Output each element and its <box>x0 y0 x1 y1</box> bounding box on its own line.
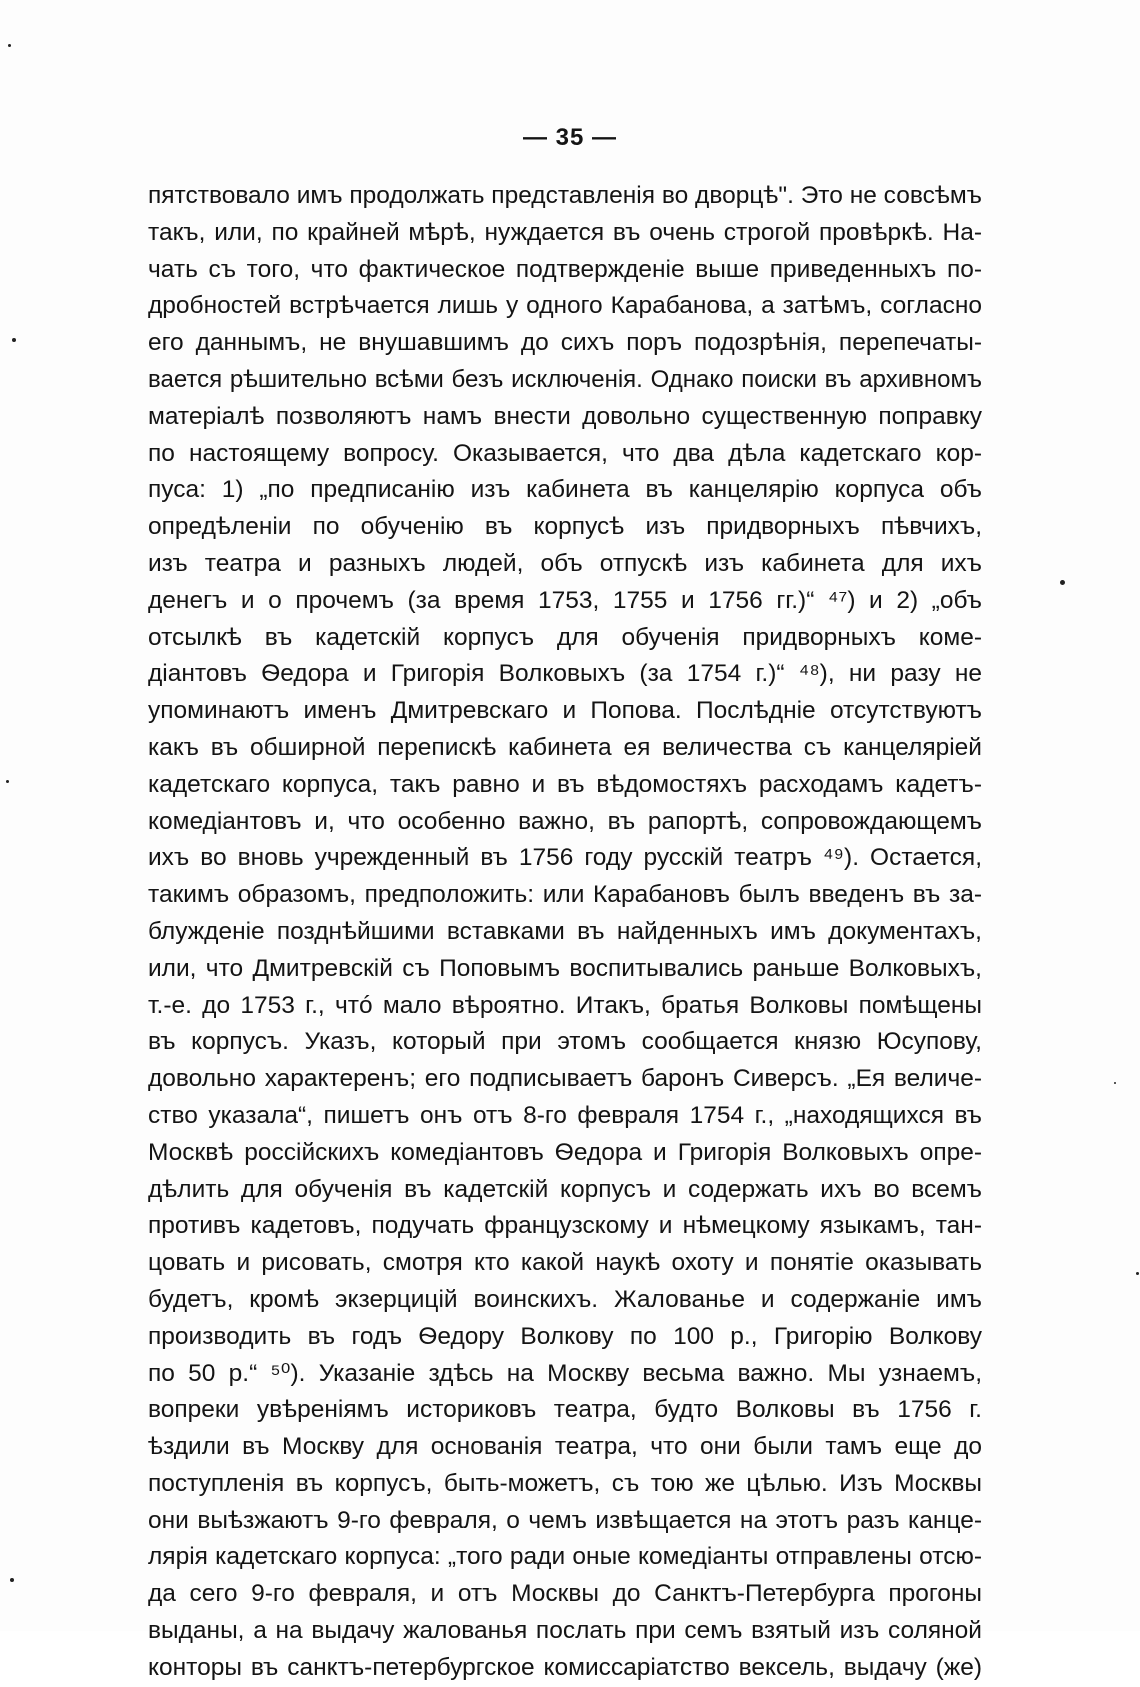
text-line: или, что Дмитревскій съ Поповымъ воспитывались раньше Волковыхъ, <box>148 954 982 982</box>
text-line: вается рѣшительно всѣми безъ исключенія. Однако поиски въ архивномъ <box>148 365 982 393</box>
text-line: отсылкѣ въ кадетскій корпусъ для обученія придворныхъ коме- <box>148 623 982 651</box>
text-line: діантовъ Ѳедора и Григорія Волковыхъ (за 1754 г.)“ ⁴⁸), ни разу не <box>148 660 982 688</box>
text-line: цовать и рисовать, смотря кто какой наукѣ охоту и понятіе оказывать <box>148 1249 982 1277</box>
text-line: противъ кадетовъ, подучать французскому и нѣмецкому языкамъ, тан- <box>148 1212 982 1240</box>
text-line: упоминаютъ именъ Дмитревскаго и Попова. Послѣдніе отсутствуютъ <box>148 697 982 725</box>
text-line: пятствовало имъ продолжать представленія во дворцѣ". Это не совсѣмъ <box>148 182 982 209</box>
scan-speck <box>6 780 9 783</box>
scan-speck <box>12 338 16 342</box>
page-number: — 35 — <box>522 124 618 151</box>
text-line: изъ театра и разныхъ людей, объ отпускѣ изъ кабинета для ихъ <box>148 549 982 577</box>
text-line: въ корпусъ. Указъ, который при этомъ сообщается князю Юсупову, <box>148 1028 982 1056</box>
text-line: будетъ, кромѣ экзерцицій воинскихъ. Жалованье и содержаніе имъ <box>148 1285 982 1313</box>
text-line: довольно характеренъ; его подписываетъ баронъ Сиверсъ. „Ея величе- <box>148 1065 982 1093</box>
text-line: да сего 9-го февраля, и отъ Москвы до Санктъ-Петербурга прогоны <box>148 1580 982 1608</box>
scan-speck <box>1114 1082 1116 1084</box>
text-line: по 50 р.“ ⁵⁰). Указаніе здѣсь на Москву весьма важно. Мы узнаемъ, <box>148 1359 982 1387</box>
text-line: они выѣзжаютъ 9-го февраля, о чемъ извѣщается на этотъ разъ канце- <box>148 1506 982 1534</box>
text-line: лярія кадетскаго корпуса: „того ради оные комедіанты отправлены отсю- <box>148 1543 982 1571</box>
text-line: такимъ образомъ, предположить: или Карабановъ былъ введенъ въ за- <box>148 881 982 909</box>
text-line: Москвѣ россійскихъ комедіантовъ Ѳедора и Григорія Волковыхъ опре- <box>148 1138 982 1166</box>
text-line: какъ въ обширной перепискѣ кабинета ея величества съ канцеляріей <box>148 733 982 761</box>
text-line: опредѣленіи по обученію въ корпусѣ изъ придворныхъ пѣвчихъ, <box>148 513 982 541</box>
text-line: матеріалѣ позволяютъ намъ внести довольно существенную поправку <box>148 402 982 430</box>
text-line: поступленія въ корпусъ, быть-можетъ, съ тою же цѣлью. Изъ Москвы <box>148 1469 982 1497</box>
text-line: ѣздили въ Москву для основанія театра, что они были тамъ еще до <box>148 1433 982 1461</box>
scan-speck <box>8 44 11 47</box>
text-line: т.-е. до 1753 г., чтó мало вѣроятно. Итакъ, братья Волковы помѣщены <box>148 991 982 1019</box>
text-line: такъ, или, по крайней мѣрѣ, нуждается въ очень строгой провѣркѣ. На- <box>148 218 982 246</box>
text-line: кадетскаго корпуса, такъ равно и въ вѣдомостяхъ расходамъ кадетъ- <box>148 770 982 798</box>
text-line: ство указала“, пишетъ онъ отъ 8-го февраля 1754 г., „находящихся въ <box>148 1101 982 1129</box>
body-text <box>148 178 982 1687</box>
text-line: производить въ годъ Ѳедору Волкову по 100 р., Григорію Волкову <box>148 1322 982 1350</box>
text-line: выданы, а на выдачу жалованья послать при семъ взятый изъ соляной <box>148 1617 982 1645</box>
text-line: конторы въ санктъ-петербургское комиссаріатство вексель, выдачу (же) <box>148 1653 982 1681</box>
text-line: ихъ во вновь учрежденный въ 1756 году русскій театръ ⁴⁹). Остается, <box>148 844 982 872</box>
scan-speck <box>1136 1272 1139 1275</box>
text-line: чать съ того, что фактическое подтвержденіе выше приведенныхъ по- <box>148 255 982 283</box>
text-line: по настоящему вопросу. Оказывается, что два дѣла кадетскаго кор- <box>148 439 982 467</box>
text-line: блужденіе позднѣйшими вставками въ найденныхъ имъ документахъ, <box>148 917 982 945</box>
text-line: дробностей встрѣчается лишь у одного Карабанова, а затѣмъ, согласно <box>148 292 982 320</box>
scan-speck <box>10 1578 14 1582</box>
text-line: его даннымъ, не внушавшимъ до сихъ поръ подозрѣнія, перепечаты- <box>148 329 982 357</box>
text-line: пуса: 1) „по предписанію изъ кабинета въ канцелярію корпуса объ <box>148 476 982 504</box>
text-line: денегъ и о прочемъ (за время 1753, 1755 и 1756 гг.)“ ⁴⁷) и 2) „объ <box>148 586 982 614</box>
text-line: вопреки увѣреніямъ историковъ театра, будто Волковы въ 1756 г. <box>148 1396 982 1424</box>
text-line: комедіантовъ и, что особенно важно, въ рапортѣ, сопровождающемъ <box>148 807 982 835</box>
text-line: дѣлить для обученія въ кадетскій корпусъ и содержать ихъ во всемъ <box>148 1175 982 1203</box>
scan-speck <box>1060 580 1065 585</box>
